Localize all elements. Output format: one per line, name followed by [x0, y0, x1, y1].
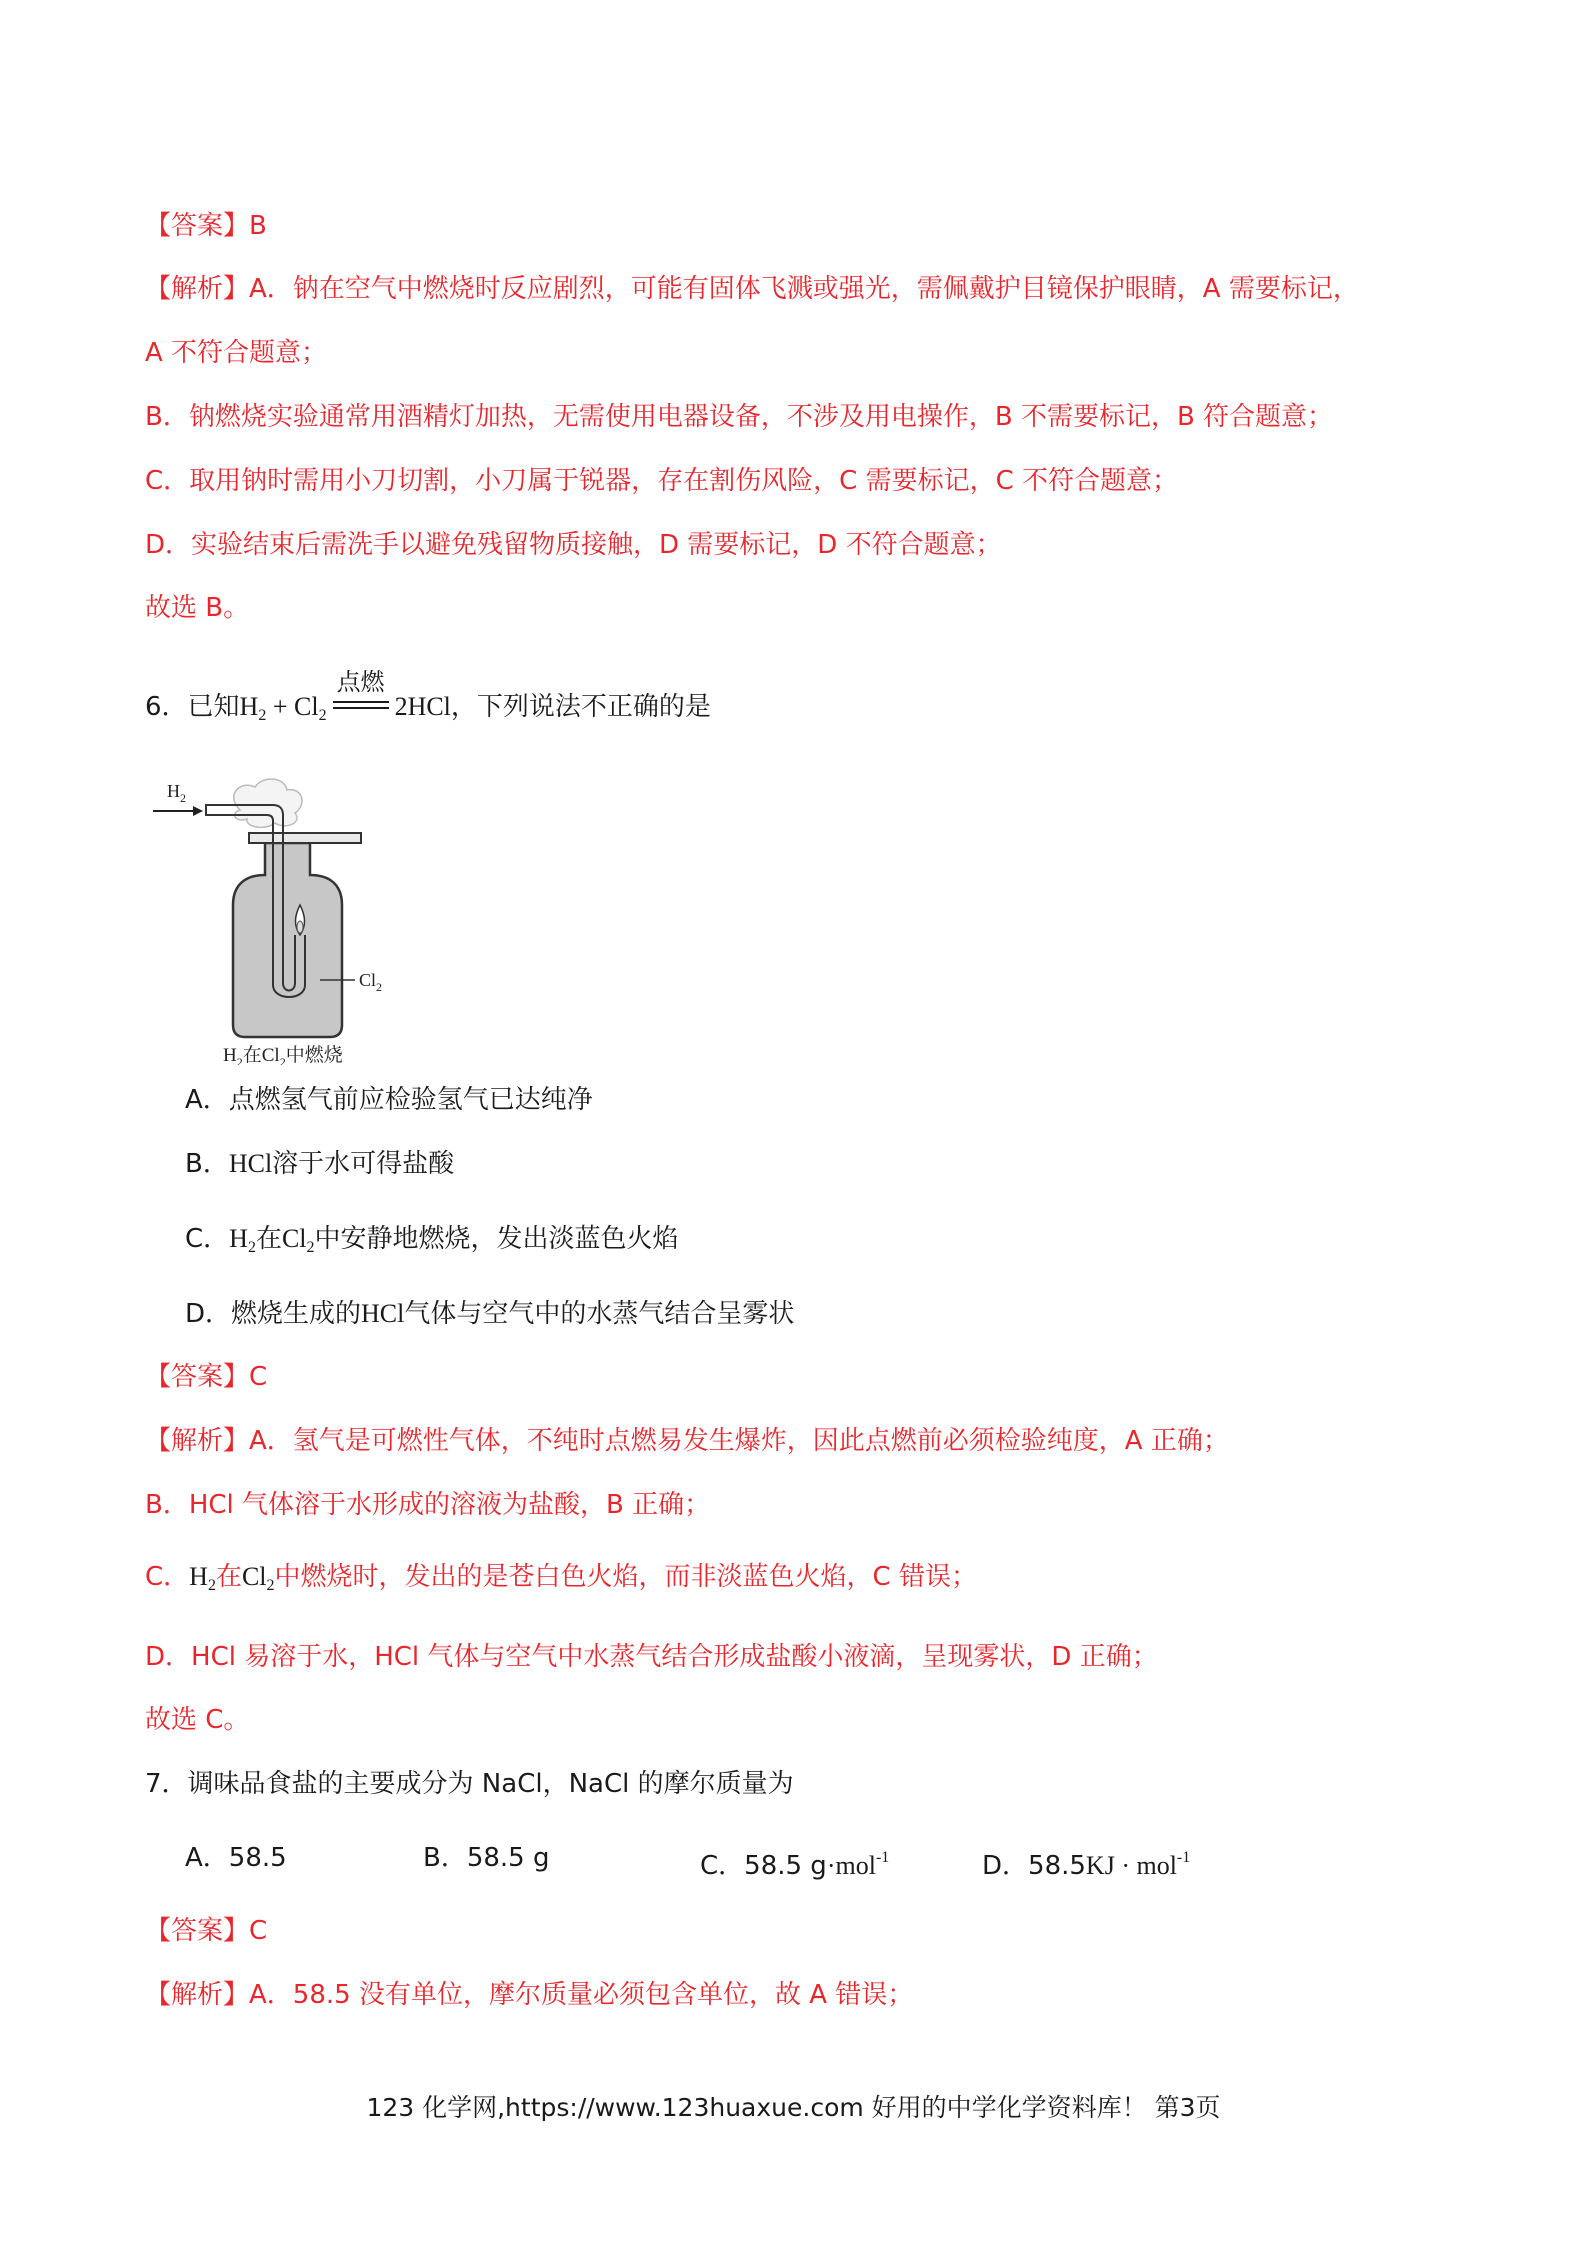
h2-label: $H_2$: [167, 781, 186, 805]
q5-conclusion: 故选 B。: [145, 593, 250, 623]
q6-analysis-d: D．HCl 易溶于水，HCl 气体与空气中水蒸气结合形成盐酸小液滴，呈现雾状，D 正确；: [145, 1642, 1158, 1672]
q7-option-a: A．58.5: [185, 1843, 287, 1873]
q6-option-b: B．HCl溶于水可得盐酸: [185, 1149, 455, 1179]
reaction-arrow: [331, 667, 391, 725]
q6-option-d: D．燃烧生成的HCl气体与空气中的水蒸气结合呈雾状: [185, 1299, 795, 1329]
page-footer: 123 化学网,https://www.123huaxue.com 好用的中学化学资料库！ 第3页: [366, 2093, 1221, 2122]
q5-analysis-a: 【解析】A．钠在空气中燃烧时反应剧烈，可能有固体飞溅或强光，需佩戴护目镜保护眼睛，A 需要标记，: [145, 274, 1359, 304]
q7-analysis-a: 【解析】A．58.5 没有单位，摩尔质量必须包含单位，故 A 错误；: [145, 1980, 914, 2010]
q5-answer: 【答案】B: [145, 211, 267, 241]
jar-lid: [249, 833, 361, 843]
q5-analysis-d: D．实验结束后需洗手以避免残留物质接触，D 需要标记，D 不符合题意；: [145, 530, 1002, 560]
figure-caption: $H_2$在$Cl_2$中燃烧: [223, 1045, 343, 1065]
q6-analysis-a: 【解析】A．氢气是可燃性气体，不纯时点燃易发生爆炸，因此点燃前必须检验纯度，A 正确；: [145, 1426, 1229, 1456]
q7-stem: 7．调味品食盐的主要成分为 NaCl，NaCl 的摩尔质量为: [145, 1769, 794, 1799]
q7-option-d: D．58.5KJ · mol$^{-1}$: [982, 1849, 1191, 1881]
equation-left: $H_2 + Cl_2$: [239, 692, 327, 724]
q7-option-c: C．58.5 g·mol$^{-1}$: [700, 1849, 890, 1881]
analysis-label: 【解析】: [145, 1426, 250, 1456]
q6-option-c: C．$H_2$在$Cl_2$中安静地燃烧，发出淡蓝色火焰: [185, 1224, 679, 1256]
q7-option-b: B．58.5 g: [423, 1843, 550, 1873]
q6-option-a: A．点燃氢气前应检验氢气已达纯净: [185, 1085, 593, 1115]
analysis-label: 【解析】: [145, 1980, 250, 2010]
gas-jar-diagram: [145, 775, 425, 1065]
q6-analysis-b: B．HCl 气体溶于水形成的溶液为盐酸，B 正确；: [145, 1490, 711, 1520]
experiment-figure: [145, 775, 425, 1065]
arrow-head: [193, 806, 203, 816]
cl2-label: $Cl_2$: [359, 970, 383, 994]
q5-analysis-a-cont: A 不符合题意；: [145, 338, 328, 368]
q5-analysis-c: C．取用钠时需用小刀切割，小刀属于锐器，存在割伤风险，C 需要标记，C 不符合题意；: [145, 466, 1178, 496]
equation-right: 2HCl: [394, 692, 451, 721]
reaction-condition: 点燃: [336, 667, 385, 696]
smoke-cloud: [234, 779, 302, 827]
q6-answer: 【答案】C: [145, 1362, 268, 1392]
q5-analysis-b: B．钠燃烧实验通常用酒精灯加热，无需使用电器设备，不涉及用电操作，B 不需要标记，B 符合题意；: [145, 402, 1334, 432]
q6-conclusion: 故选 C。: [145, 1705, 250, 1735]
gas-jar: [233, 843, 342, 1037]
q7-answer: 【答案】C: [145, 1916, 268, 1946]
q6-stem: 6．已知$H_2 + Cl_2$ 点燃 2HCl，下列说法不正确的是: [145, 690, 711, 733]
q6-analysis-c: C．$H_2$在$Cl_2$中燃烧时，发出的是苍白色火焰，而非淡蓝色火焰，C 错误；: [145, 1562, 977, 1594]
analysis-label: 【解析】: [145, 274, 250, 304]
